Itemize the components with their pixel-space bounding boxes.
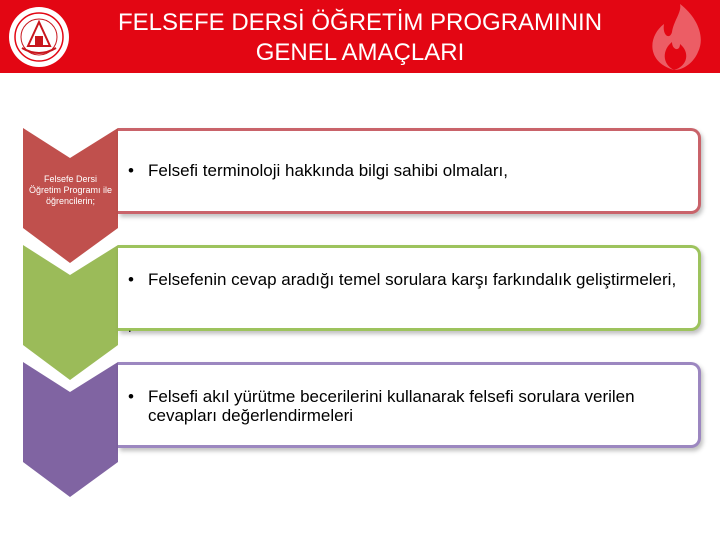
meb-emblem-icon — [8, 6, 70, 68]
chevron-shape-3 — [23, 362, 118, 497]
bullet: • — [128, 270, 134, 289]
item-text: Felsefi akıl yürütme becerilerini kullanarak felsefi sorulara verilen cevapları değerlendirmeleri — [148, 387, 635, 425]
chevron-label: Felsefe Dersi Öğretim Programı ile öğrencilerin; — [28, 174, 113, 206]
chevron-shape-2 — [23, 245, 118, 380]
chevron-step-3 — [23, 362, 118, 497]
trailing-dot: . — [128, 320, 132, 335]
bullet: • — [128, 387, 134, 406]
list-item — [128, 270, 686, 289]
list-item — [128, 161, 686, 180]
title-line-1: FELSEFE DERSİ ÖĞRETİM PROGRAMININ — [117, 9, 603, 36]
list-item — [128, 387, 686, 425]
step-box-2 — [118, 245, 701, 335]
step-box-1 — [118, 128, 701, 214]
title-line-2: GENEL AMAÇLARI — [255, 39, 465, 66]
bullet: • — [128, 161, 134, 180]
item-text: Felsefenin cevap aradığı temel sorulara karşı farkındalık geliştirmeleri, — [148, 270, 677, 289]
step-box-3 — [118, 362, 701, 448]
flame-icon — [636, 2, 712, 72]
slide-title — [90, 8, 630, 68]
chevron-step-2 — [23, 245, 118, 380]
slide-header — [0, 0, 720, 73]
item-text: Felsefi terminoloji hakkında bilgi sahibi olmaları, — [148, 161, 508, 180]
